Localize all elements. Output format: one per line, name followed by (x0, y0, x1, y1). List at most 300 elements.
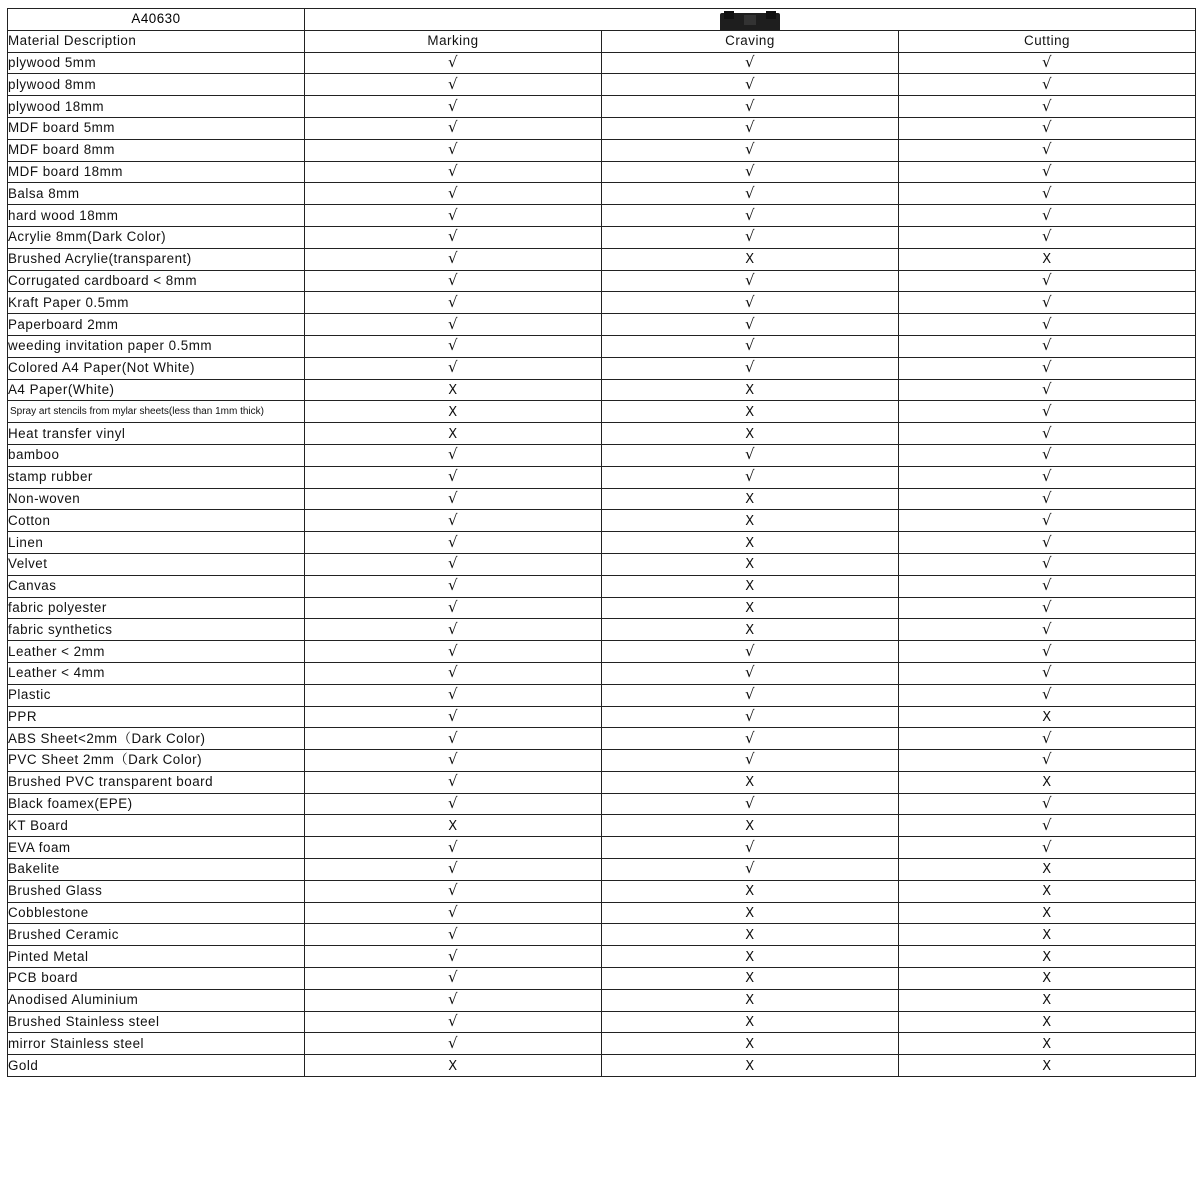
x-mark-icon: X (745, 252, 755, 268)
x-mark-icon: X (448, 1058, 458, 1074)
material-name: Pinted Metal (8, 946, 305, 968)
craving-cell (602, 641, 899, 663)
check-mark-icon: √ (1041, 554, 1053, 573)
x-mark-icon: X (1042, 252, 1052, 268)
x-mark-icon: X (745, 993, 755, 1009)
check-mark-icon: √ (447, 706, 459, 725)
header-craving: Craving (602, 30, 899, 52)
check-mark-icon: √ (744, 445, 756, 464)
table-row (8, 815, 1196, 837)
x-mark-icon: X (745, 557, 755, 573)
craving-cell (602, 161, 899, 183)
check-mark-icon: √ (447, 837, 459, 856)
craving-cell (602, 1055, 899, 1077)
material-name: Brushed Glass (8, 880, 305, 902)
check-mark-icon: √ (744, 205, 756, 224)
cutting-cell (899, 989, 1196, 1011)
table-row (8, 444, 1196, 466)
table-row (8, 205, 1196, 227)
check-mark-icon: √ (1041, 663, 1053, 682)
table-row (8, 902, 1196, 924)
table-row (8, 314, 1196, 336)
check-mark-icon: √ (744, 859, 756, 878)
marking-cell (305, 1033, 602, 1055)
craving-cell (602, 880, 899, 902)
x-mark-icon: X (745, 622, 755, 638)
material-name: Paperboard 2mm (8, 314, 305, 336)
craving-cell (602, 74, 899, 96)
table-row (8, 837, 1196, 859)
material-name: Corrugated cardboard < 8mm (8, 270, 305, 292)
check-mark-icon: √ (447, 903, 459, 922)
table-row (8, 619, 1196, 641)
cutting-cell (899, 1011, 1196, 1033)
table-row (8, 859, 1196, 881)
cutting-cell (899, 771, 1196, 793)
check-mark-icon: √ (447, 488, 459, 507)
x-mark-icon: X (745, 884, 755, 900)
material-name: Acrylie 8mm(Dark Color) (8, 226, 305, 248)
x-mark-icon: X (745, 513, 755, 529)
check-mark-icon: √ (447, 1012, 459, 1031)
check-mark-icon: √ (744, 685, 756, 704)
table-row (8, 880, 1196, 902)
check-mark-icon: √ (744, 74, 756, 93)
cutting-cell (899, 880, 1196, 902)
check-mark-icon: √ (744, 837, 756, 856)
material-name: Black foamex(EPE) (8, 793, 305, 815)
material-name: Anodised Aluminium (8, 989, 305, 1011)
craving-cell (602, 989, 899, 1011)
check-mark-icon: √ (744, 641, 756, 660)
craving-cell (602, 902, 899, 924)
craving-cell (602, 52, 899, 74)
check-mark-icon: √ (1041, 576, 1053, 595)
cutting-cell (899, 183, 1196, 205)
craving-cell (602, 335, 899, 357)
check-mark-icon: √ (744, 336, 756, 355)
material-name: Canvas (8, 575, 305, 597)
check-mark-icon: √ (447, 685, 459, 704)
x-mark-icon: X (1042, 862, 1052, 878)
craving-cell (602, 466, 899, 488)
marking-cell (305, 597, 602, 619)
check-mark-icon: √ (1041, 140, 1053, 159)
material-name: Plastic (8, 684, 305, 706)
check-mark-icon: √ (447, 205, 459, 224)
check-mark-icon: √ (1041, 467, 1053, 486)
cutting-cell (899, 859, 1196, 881)
x-mark-icon: X (1042, 1058, 1052, 1074)
cutting-cell (899, 96, 1196, 118)
material-name: Linen (8, 532, 305, 554)
craving-cell (602, 226, 899, 248)
table-row (8, 401, 1196, 423)
marking-cell (305, 553, 602, 575)
marking-cell (305, 161, 602, 183)
check-mark-icon: √ (447, 619, 459, 638)
cutting-cell (899, 510, 1196, 532)
table-row (8, 989, 1196, 1011)
craving-cell (602, 815, 899, 837)
x-mark-icon: X (745, 600, 755, 616)
cutting-cell (899, 968, 1196, 990)
marking-cell (305, 946, 602, 968)
craving-cell (602, 706, 899, 728)
check-mark-icon: √ (744, 358, 756, 377)
marking-cell (305, 771, 602, 793)
craving-cell (602, 423, 899, 445)
marking-cell (305, 968, 602, 990)
check-mark-icon: √ (1041, 794, 1053, 813)
laser-module-image (710, 11, 790, 30)
material-name: Spray art stencils from mylar sheets(less than 1mm thick) (8, 401, 305, 423)
check-mark-icon: √ (744, 161, 756, 180)
craving-cell (602, 117, 899, 139)
check-mark-icon: √ (1041, 52, 1053, 71)
craving-cell (602, 924, 899, 946)
marking-cell (305, 488, 602, 510)
check-mark-icon: √ (1041, 358, 1053, 377)
check-mark-icon: √ (1041, 619, 1053, 638)
check-mark-icon: √ (744, 794, 756, 813)
cutting-cell (899, 314, 1196, 336)
check-mark-icon: √ (744, 96, 756, 115)
material-name: MDF board 8mm (8, 139, 305, 161)
cutting-cell (899, 1033, 1196, 1055)
material-name: Brushed Ceramic (8, 924, 305, 946)
check-mark-icon: √ (1041, 728, 1053, 747)
cutting-cell (899, 379, 1196, 401)
table-row (8, 706, 1196, 728)
craving-cell (602, 270, 899, 292)
marking-cell (305, 728, 602, 750)
check-mark-icon: √ (1041, 750, 1053, 769)
title-row (8, 9, 1196, 31)
cutting-cell (899, 488, 1196, 510)
marking-cell (305, 357, 602, 379)
x-mark-icon: X (745, 404, 755, 420)
marking-cell (305, 859, 602, 881)
x-mark-icon: X (448, 426, 458, 442)
table-row (8, 139, 1196, 161)
cutting-cell (899, 292, 1196, 314)
material-name: Velvet (8, 553, 305, 575)
x-mark-icon: X (448, 404, 458, 420)
material-name: weeding invitation paper 0.5mm (8, 335, 305, 357)
check-mark-icon: √ (447, 728, 459, 747)
header-cutting: Cutting (899, 30, 1196, 52)
craving-cell (602, 1033, 899, 1055)
material-name: Cotton (8, 510, 305, 532)
craving-cell (602, 357, 899, 379)
check-mark-icon: √ (447, 118, 459, 137)
marking-cell (305, 924, 602, 946)
check-mark-icon: √ (1041, 685, 1053, 704)
material-name: fabric polyester (8, 597, 305, 619)
check-mark-icon: √ (744, 663, 756, 682)
check-mark-icon: √ (744, 227, 756, 246)
marking-cell (305, 292, 602, 314)
x-mark-icon: X (1042, 971, 1052, 987)
craving-cell (602, 575, 899, 597)
material-name: Brushed PVC transparent board (8, 771, 305, 793)
marking-cell (305, 641, 602, 663)
check-mark-icon: √ (744, 728, 756, 747)
check-mark-icon: √ (1041, 837, 1053, 856)
craving-cell (602, 401, 899, 423)
table-row (8, 117, 1196, 139)
check-mark-icon: √ (1041, 815, 1053, 834)
check-mark-icon: √ (447, 859, 459, 878)
cutting-cell (899, 924, 1196, 946)
material-name: PVC Sheet 2mm（Dark Color) (8, 750, 305, 772)
check-mark-icon: √ (1041, 532, 1053, 551)
check-mark-icon: √ (1041, 205, 1053, 224)
material-name: stamp rubber (8, 466, 305, 488)
marking-cell (305, 314, 602, 336)
material-name: Leather < 4mm (8, 662, 305, 684)
craving-cell (602, 793, 899, 815)
marking-cell (305, 205, 602, 227)
check-mark-icon: √ (447, 576, 459, 595)
craving-cell (602, 771, 899, 793)
x-mark-icon: X (448, 818, 458, 834)
x-mark-icon: X (1042, 709, 1052, 725)
cutting-cell (899, 139, 1196, 161)
x-mark-icon: X (1042, 906, 1052, 922)
material-name: Brushed Stainless steel (8, 1011, 305, 1033)
x-mark-icon: X (745, 426, 755, 442)
cutting-cell (899, 117, 1196, 139)
material-name: Balsa 8mm (8, 183, 305, 205)
marking-cell (305, 444, 602, 466)
x-mark-icon: X (745, 1036, 755, 1052)
x-mark-icon: X (1042, 949, 1052, 965)
check-mark-icon: √ (744, 292, 756, 311)
x-mark-icon: X (745, 579, 755, 595)
table-row (8, 1011, 1196, 1033)
check-mark-icon: √ (447, 227, 459, 246)
material-name: EVA foam (8, 837, 305, 859)
material-name: Kraft Paper 0.5mm (8, 292, 305, 314)
x-mark-icon: X (1042, 1015, 1052, 1031)
table-row (8, 793, 1196, 815)
check-mark-icon: √ (1041, 270, 1053, 289)
check-mark-icon: √ (744, 270, 756, 289)
table-row (8, 335, 1196, 357)
check-mark-icon: √ (447, 292, 459, 311)
x-mark-icon: X (745, 927, 755, 943)
check-mark-icon: √ (447, 772, 459, 791)
marking-cell (305, 662, 602, 684)
marking-cell (305, 1055, 602, 1077)
check-mark-icon: √ (447, 1033, 459, 1052)
cutting-cell (899, 575, 1196, 597)
check-mark-icon: √ (1041, 445, 1053, 464)
header-row (8, 30, 1196, 52)
craving-cell (602, 314, 899, 336)
check-mark-icon: √ (447, 358, 459, 377)
check-mark-icon: √ (1041, 74, 1053, 93)
table-row (8, 74, 1196, 96)
marking-cell (305, 401, 602, 423)
check-mark-icon: √ (447, 924, 459, 943)
material-name: A4 Paper(White) (8, 379, 305, 401)
craving-cell (602, 444, 899, 466)
check-mark-icon: √ (447, 270, 459, 289)
craving-cell (602, 532, 899, 554)
marking-cell (305, 96, 602, 118)
cutting-cell (899, 532, 1196, 554)
table-row (8, 161, 1196, 183)
marking-cell (305, 880, 602, 902)
cutting-cell (899, 423, 1196, 445)
material-name: MDF board 5mm (8, 117, 305, 139)
check-mark-icon: √ (447, 74, 459, 93)
table-row (8, 183, 1196, 205)
table-row (8, 226, 1196, 248)
cutting-cell (899, 74, 1196, 96)
check-mark-icon: √ (447, 990, 459, 1009)
material-name: Gold (8, 1055, 305, 1077)
check-mark-icon: √ (1041, 96, 1053, 115)
x-mark-icon: X (745, 818, 755, 834)
table-row (8, 423, 1196, 445)
check-mark-icon: √ (447, 249, 459, 268)
material-name: ABS Sheet<2mm（Dark Color) (8, 728, 305, 750)
table-row (8, 532, 1196, 554)
check-mark-icon: √ (744, 467, 756, 486)
check-mark-icon: √ (1041, 161, 1053, 180)
table-row (8, 466, 1196, 488)
cutting-cell (899, 466, 1196, 488)
check-mark-icon: √ (1041, 401, 1053, 420)
x-mark-icon: X (745, 491, 755, 507)
check-mark-icon: √ (447, 663, 459, 682)
cutting-cell (899, 357, 1196, 379)
check-mark-icon: √ (447, 881, 459, 900)
check-mark-icon: √ (447, 968, 459, 987)
marking-cell (305, 815, 602, 837)
check-mark-icon: √ (447, 532, 459, 551)
craving-cell (602, 96, 899, 118)
marking-cell (305, 793, 602, 815)
model-number: A40630 (8, 9, 305, 31)
check-mark-icon: √ (1041, 510, 1053, 529)
marking-cell (305, 423, 602, 445)
check-mark-icon: √ (744, 183, 756, 202)
marking-cell (305, 510, 602, 532)
table-row (8, 662, 1196, 684)
cutting-cell (899, 946, 1196, 968)
table-row (8, 684, 1196, 706)
cutting-cell (899, 226, 1196, 248)
check-mark-icon: √ (447, 510, 459, 529)
x-mark-icon: X (1042, 884, 1052, 900)
material-name: bamboo (8, 444, 305, 466)
table-row (8, 488, 1196, 510)
marking-cell (305, 139, 602, 161)
craving-cell (602, 684, 899, 706)
x-mark-icon: X (745, 906, 755, 922)
cutting-cell (899, 706, 1196, 728)
material-compatibility-table (7, 8, 1196, 1077)
craving-cell (602, 292, 899, 314)
check-mark-icon: √ (1041, 227, 1053, 246)
material-name: plywood 8mm (8, 74, 305, 96)
marking-cell (305, 575, 602, 597)
marking-cell (305, 706, 602, 728)
header-material-description: Material Description (8, 30, 305, 52)
material-name: Heat transfer vinyl (8, 423, 305, 445)
cutting-cell (899, 837, 1196, 859)
laser-module-icon (710, 11, 790, 30)
check-mark-icon: √ (1041, 336, 1053, 355)
x-mark-icon: X (745, 382, 755, 398)
craving-cell (602, 553, 899, 575)
material-name: Bakelite (8, 859, 305, 881)
cutting-cell (899, 270, 1196, 292)
x-mark-icon: X (745, 775, 755, 791)
cutting-cell (899, 750, 1196, 772)
check-mark-icon: √ (1041, 597, 1053, 616)
material-name: plywood 5mm (8, 52, 305, 74)
check-mark-icon: √ (447, 140, 459, 159)
cutting-cell (899, 248, 1196, 270)
check-mark-icon: √ (744, 52, 756, 71)
marking-cell (305, 837, 602, 859)
craving-cell (602, 662, 899, 684)
check-mark-icon: √ (1041, 292, 1053, 311)
craving-cell (602, 946, 899, 968)
check-mark-icon: √ (1041, 314, 1053, 333)
check-mark-icon: √ (447, 161, 459, 180)
cutting-cell (899, 335, 1196, 357)
marking-cell (305, 750, 602, 772)
table-row (8, 946, 1196, 968)
marking-cell (305, 74, 602, 96)
material-name: hard wood 18mm (8, 205, 305, 227)
material-name: fabric synthetics (8, 619, 305, 641)
table-row (8, 728, 1196, 750)
material-name: mirror Stainless steel (8, 1033, 305, 1055)
table-row (8, 924, 1196, 946)
craving-cell (602, 488, 899, 510)
material-name: Colored A4 Paper(Not White) (8, 357, 305, 379)
check-mark-icon: √ (1041, 488, 1053, 507)
cutting-cell (899, 793, 1196, 815)
table-row (8, 248, 1196, 270)
check-mark-icon: √ (447, 750, 459, 769)
table-row (8, 553, 1196, 575)
check-mark-icon: √ (447, 641, 459, 660)
check-mark-icon: √ (744, 314, 756, 333)
x-mark-icon: X (448, 382, 458, 398)
check-mark-icon: √ (447, 794, 459, 813)
table-row (8, 292, 1196, 314)
check-mark-icon: √ (1041, 183, 1053, 202)
cutting-cell (899, 161, 1196, 183)
check-mark-icon: √ (447, 96, 459, 115)
cutting-cell (899, 662, 1196, 684)
check-mark-icon: √ (447, 946, 459, 965)
table-row (8, 510, 1196, 532)
table-row (8, 968, 1196, 990)
marking-cell (305, 619, 602, 641)
x-mark-icon: X (1042, 993, 1052, 1009)
material-name: Non-woven (8, 488, 305, 510)
